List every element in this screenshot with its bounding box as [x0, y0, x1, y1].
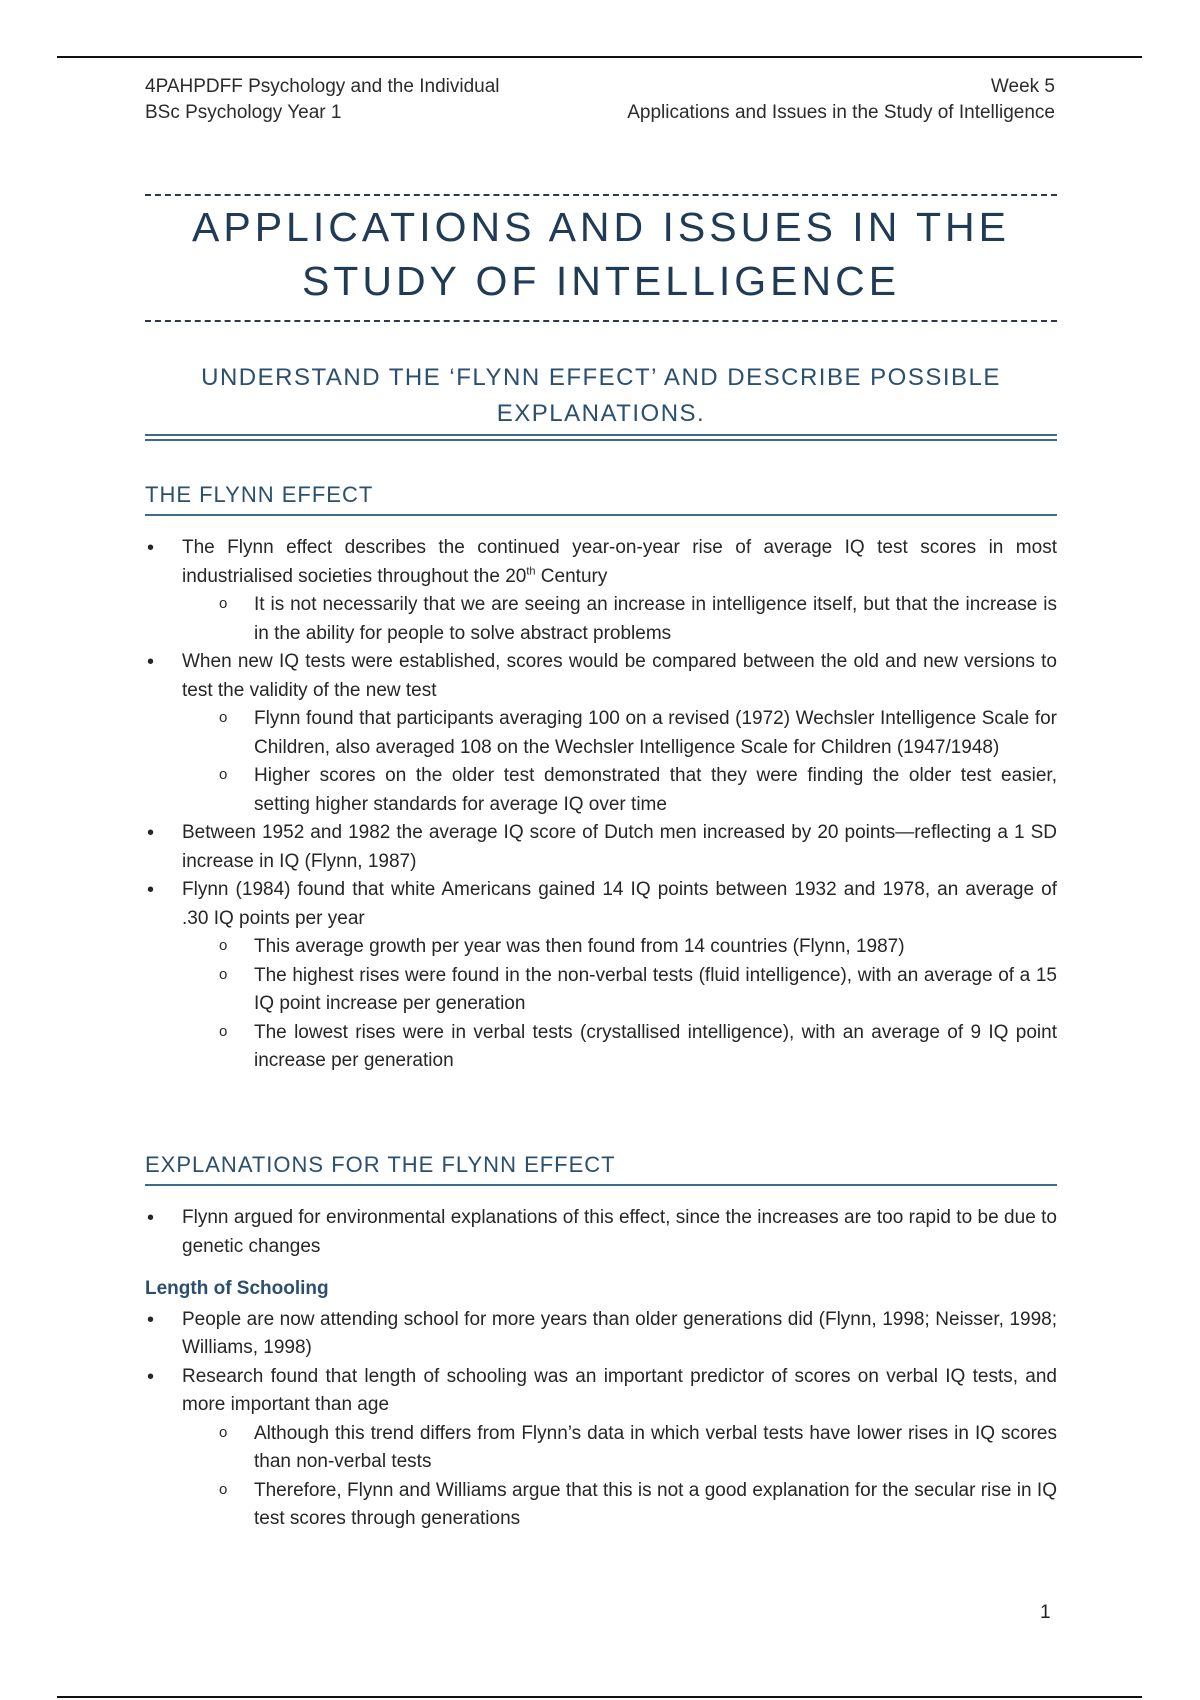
list-item: • The Flynn effect describes the continued year-on-year rise of average IQ test scores in most industrialised societies throughout the 20th Century: [145, 534, 1057, 591]
list-item: • Flynn argued for environmental explanations of this effect, since the increases are too rapid to be due to genetic changes: [145, 1204, 1057, 1261]
title-line-1: APPLICATIONS AND ISSUES IN THE: [192, 204, 1010, 250]
section-explanations-body: [145, 1204, 1057, 1534]
title-box: [145, 194, 1057, 322]
page-subtitle: [145, 360, 1057, 432]
list-item: • People are now attending school for more years than older generations did (Flynn, 1998; Neisser, 1998; Williams, 1998): [145, 1306, 1057, 1363]
page-title: [145, 200, 1057, 308]
header-right: [627, 74, 1055, 126]
section-flynn-effect-body: [145, 534, 1057, 1076]
title-line-2: STUDY OF INTELLIGENCE: [301, 258, 901, 304]
subheading-length-of-schooling: Length of Schooling: [145, 1278, 329, 1299]
list-item: o Flynn found that participants averaging 100 on a revised (1972) Wechsler Intelligence Scale for Children, also averaged 108 on the Wechsler Intelligence Scale for Children (1947/1948): [145, 705, 1057, 762]
list-item: o Therefore, Flynn and Williams argue that this is not a good explanation for the secular rise in IQ test scores through generations: [145, 1477, 1057, 1534]
page-number: 1: [1040, 1602, 1051, 1623]
course-name: 4PAHPDFF Psychology and the Individual: [145, 76, 500, 97]
topic-label: Applications and Issues in the Study of Intelligence: [627, 102, 1055, 123]
subtitle-line-1: UNDERSTAND THE ‘FLYNN EFFECT’ AND DESCRIBE POSSIBLE: [201, 364, 1001, 391]
list-item: o The highest rises were found in the non-verbal tests (fluid intelligence), with an average of a 15 IQ point increase per generation: [145, 962, 1057, 1019]
list-item: o Although this trend differs from Flynn’s data in which verbal tests have lower rises in IQ scores than non-verbal tests: [145, 1420, 1057, 1477]
list-item: o The lowest rises were in verbal tests (crystallised intelligence), with an average of 9 IQ point increase per generation: [145, 1019, 1057, 1076]
list-item: o This average growth per year was then found from 14 countries (Flynn, 1987): [145, 933, 1057, 962]
week-label: Week 5: [990, 76, 1055, 97]
section-heading-explanations: EXPLANATIONS FOR THE FLYNN EFFECT: [145, 1152, 1057, 1186]
list-item: o Higher scores on the older test demonstrated that they were finding the older test easier, setting higher standards for average IQ over time: [145, 762, 1057, 819]
header-left: [145, 74, 500, 126]
list-item: • Flynn (1984) found that white Americans gained 14 IQ points between 1932 and 1978, an average of .30 IQ points per year: [145, 876, 1057, 933]
list-item: • Research found that length of schooling was an important predictor of scores on verbal IQ tests, and more important than age: [145, 1363, 1057, 1420]
list-item: o It is not necessarily that we are seeing an increase in intelligence itself, but that the increase is in the ability for people to solve abstract problems: [145, 591, 1057, 648]
list-item: • Between 1952 and 1982 the average IQ score of Dutch men increased by 20 points—reflecting a 1 SD increase in IQ (Flynn, 1987): [145, 819, 1057, 876]
programme-name: BSc Psychology Year 1: [145, 102, 342, 123]
list-item: • When new IQ tests were established, scores would be compared between the old and new versions to test the validity of the new test: [145, 648, 1057, 705]
subtitle-line-2: EXPLANATIONS.: [496, 400, 706, 427]
top-rule: [57, 56, 1142, 58]
section-heading-flynn-effect: THE FLYNN EFFECT: [145, 482, 1057, 516]
subtitle-divider: [145, 434, 1057, 441]
bottom-rule: [57, 1696, 1142, 1698]
